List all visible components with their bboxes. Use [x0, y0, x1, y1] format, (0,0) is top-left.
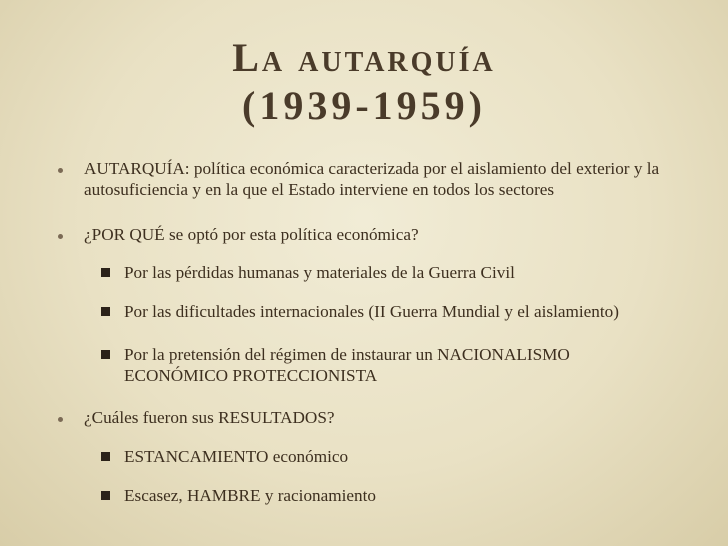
- bullet-text-line-2: autosuficiencia y en la que el Estado interviene en todos los sectores: [84, 180, 555, 199]
- bullet-text-line-2: ECONÓMICO PROTECCIONISTA: [124, 366, 378, 385]
- bullet-por-que: ¿POR QUÉ se optó por esta política económica?: [84, 225, 419, 244]
- dot-bullet-icon: [58, 234, 63, 239]
- square-bullet-icon: [101, 307, 110, 316]
- sub-bullet-dificultades: Por las dificultades internacionales (II Guerra Mundial y el aislamiento): [124, 302, 619, 321]
- dot-bullet-icon: [58, 417, 63, 422]
- bullet-text-line-1: AUTARQUÍA: política económica caracterizada por el aislamiento del exterior y la: [84, 159, 660, 178]
- bullet-resultados: ¿Cuáles fueron sus RESULTADOS?: [84, 408, 335, 427]
- bullet-autarquia-definition: [84, 158, 724, 200]
- square-bullet-icon: [101, 350, 110, 359]
- sub-bullet-guerra-civil: Por las pérdidas humanas y materiales de la Guerra Civil: [124, 263, 515, 282]
- square-bullet-icon: [101, 452, 110, 461]
- sub-bullet-escasez: Escasez, HAMBRE y racionamiento: [124, 486, 377, 505]
- title-line-2: (1939-1959): [242, 83, 486, 128]
- bullet-text-line-1: Por la pretensión del régimen de instaurar un NACIONALISMO: [124, 345, 570, 364]
- sub-bullet-nacionalismo: [124, 344, 684, 386]
- title-line-1: La autarquía: [232, 35, 496, 80]
- dot-bullet-icon: [58, 168, 63, 173]
- sub-bullet-estancamiento: ESTANCAMIENTO económico: [124, 447, 349, 466]
- square-bullet-icon: [101, 491, 110, 500]
- square-bullet-icon: [101, 268, 110, 277]
